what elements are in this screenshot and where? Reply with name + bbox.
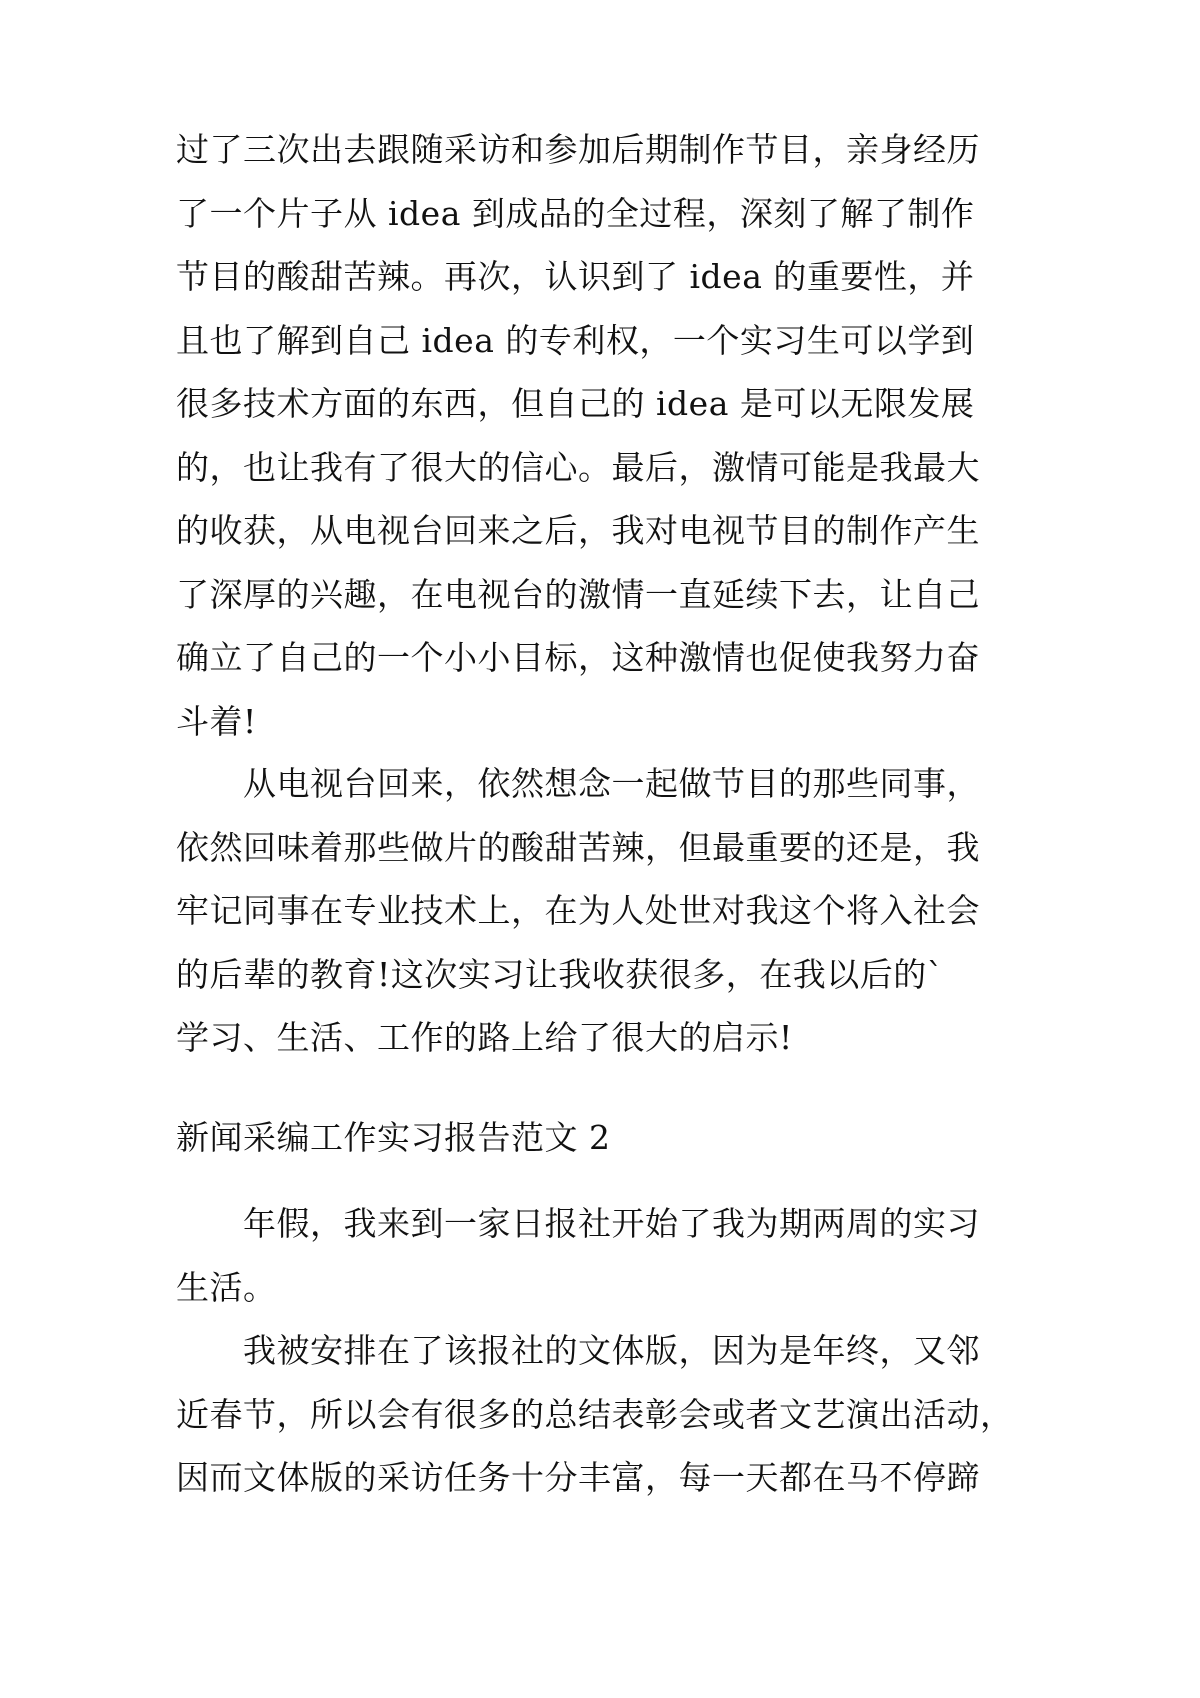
text-line: 的，也让我有了很大的信心。最后，激情可能是我最大	[176, 447, 980, 487]
text-line: 生活。	[176, 1267, 277, 1307]
paragraph-sports-culture-desk	[176, 1319, 1040, 1510]
text-line: 过了三次出去跟随采访和参加后期制作节目，亲身经历	[176, 130, 980, 169]
text-line: 年假，我来到一家日报社开始了我为期两周的实习	[176, 1204, 980, 1243]
text-line: 的后辈的教育!这次实习让我收获很多，在我以后的`	[176, 954, 944, 994]
text-line: 斗着!	[176, 701, 257, 741]
text-line: 因而文体版的采访任务十分丰富，每一天都在马不停蹄	[176, 1458, 980, 1497]
text-line: 我被安排在了该报社的文体版，因为是年终，又邻	[176, 1331, 980, 1370]
text-line: 了一个片子从 idea 到成品的全过程，深刻了解了制作	[176, 193, 975, 233]
section-heading: 新闻采编工作实习报告范文 2	[176, 1118, 611, 1157]
paragraph-internship-reflection	[176, 118, 1040, 753]
text-line: 近春节，所以会有很多的总结表彰会或者文艺演出活动，	[176, 1394, 1014, 1434]
text-line: 的收获，从电视台回来之后，我对电视节目的制作产生	[176, 511, 980, 550]
text-line: 从电视台回来，依然想念一起做节目的那些同事，	[176, 764, 980, 803]
text-line: 节目的酸甜苦辣。再次，认识到了 idea 的重要性，并	[176, 257, 975, 296]
text-line: 确立了自己的一个小小目标，这种激情也促使我努力奋	[176, 638, 980, 677]
text-line: 了深厚的兴趣，在电视台的激情一直延续下去，让自己	[176, 574, 980, 614]
paragraph-return-from-station	[176, 752, 1040, 1070]
text-line: 牢记同事在专业技术上，在为人处世对我这个将入社会	[176, 891, 980, 930]
text-line: 且也了解到自己 idea 的专利权，一个实习生可以学到	[176, 320, 975, 360]
text-line: 很多技术方面的东西，但自己的 idea 是可以无限发展	[176, 384, 975, 423]
text-line: 学习、生活、工作的路上给了很大的启示!	[176, 1018, 793, 1057]
text-line: 依然回味着那些做片的酸甜苦辣，但最重要的还是，我	[176, 827, 980, 867]
paragraph-new-year-break	[176, 1192, 1040, 1319]
